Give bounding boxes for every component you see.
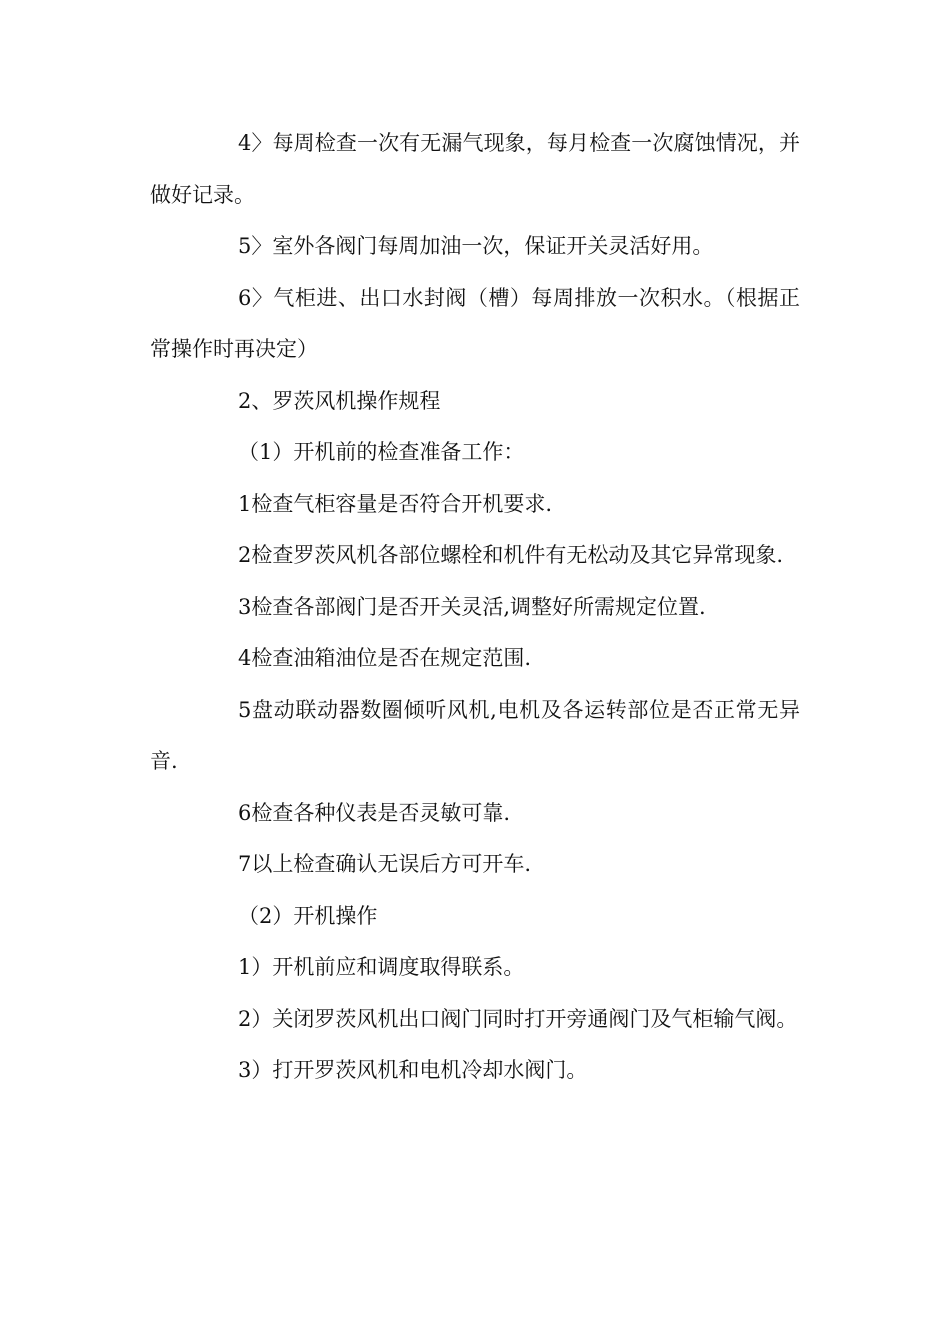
subheading-start-operation: （2）开机操作 bbox=[238, 903, 378, 928]
check-item-6: 6检查各种仪表是否灵敏可靠. bbox=[238, 800, 511, 825]
check-item-2: 2检查罗茨风机各部位螺栓和机件有无松动及其它异常现象. bbox=[238, 543, 784, 567]
paragraph-weekly-leak-check: 4〉每周检查一次有无漏气现象，每月检查一次腐蚀情况，并做好记录。 bbox=[150, 131, 800, 207]
paragraph-water-seal-drain: 6〉气柜进、出口水封阀（槽）每周排放一次积水。（根据正常操作时再决定） bbox=[150, 285, 800, 361]
paragraph-valve-oiling: 5〉室外各阀门每周加油一次，保证开关灵活好用。 bbox=[238, 234, 714, 258]
section-heading-roots-blower: 2、罗茨风机操作规程 bbox=[238, 388, 441, 413]
check-item-5: 5盘动联动器数圈倾听风机,电机及各运转部位是否正常无异音. bbox=[150, 697, 800, 773]
start-step-3: 3）打开罗茨风机和电机冷却水阀门。 bbox=[238, 1058, 588, 1082]
check-item-1: 1检查气柜容量是否符合开机要求. bbox=[238, 491, 553, 516]
check-item-4: 4检查油箱油位是否在规定范围. bbox=[238, 646, 532, 670]
start-step-1: 1）开机前应和调度取得联系。 bbox=[238, 955, 525, 979]
start-step-2: 2）关闭罗茨风机出口阀门同时打开旁通阀门及气柜输气阀。 bbox=[238, 1006, 798, 1031]
document-body bbox=[150, 118, 800, 1097]
check-item-7: 7以上检查确认无误后方可开车. bbox=[238, 852, 532, 876]
subheading-pre-start-check: （1）开机前的检查准备工作： bbox=[238, 440, 525, 464]
check-item-3: 3检查各部阀门是否开关灵活,调整好所需规定位置. bbox=[238, 594, 706, 619]
